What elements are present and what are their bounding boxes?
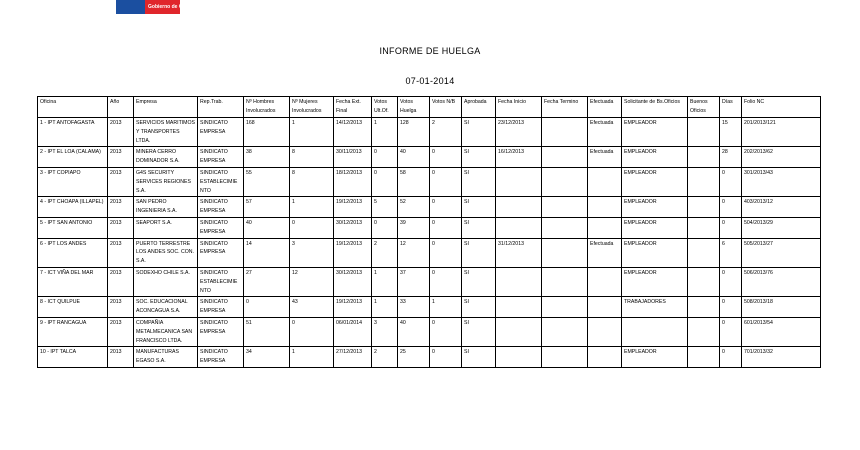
table-row	[38, 147, 821, 168]
table-cell: 201/2013/121	[742, 118, 821, 147]
column-header: Rep.Trab.	[198, 97, 244, 118]
table-cell: 601/2013/54	[742, 317, 821, 346]
table-cell	[542, 147, 588, 168]
column-header: Empresa	[134, 97, 198, 118]
table-cell	[542, 167, 588, 196]
column-header: Nº Hombres Involucrados	[244, 97, 290, 118]
table-cell	[588, 267, 622, 296]
table-cell: 8	[290, 167, 334, 196]
column-header: Año	[108, 97, 134, 118]
table-header	[38, 97, 821, 118]
table-cell	[542, 217, 588, 238]
table-cell: 0	[430, 347, 462, 368]
table-cell: SI	[462, 297, 496, 318]
table-cell: 1	[372, 297, 398, 318]
table-cell: SINDICATO EMPRESA	[198, 217, 244, 238]
table-cell: 504/2013/29	[742, 217, 821, 238]
table-cell: 1	[372, 267, 398, 296]
table-row	[38, 347, 821, 368]
table-cell	[588, 297, 622, 318]
table-cell	[542, 347, 588, 368]
table-cell: 403/2013/12	[742, 197, 821, 218]
column-header: Días	[720, 97, 742, 118]
table-cell: 10 - IPT TALCA	[38, 347, 108, 368]
table-cell: 15	[720, 118, 742, 147]
column-header: Votos Ult.Of.	[372, 97, 398, 118]
table-cell: 1	[290, 197, 334, 218]
table-cell: 23/12/2013	[496, 118, 542, 147]
table-cell	[688, 147, 720, 168]
table-cell: 28	[720, 147, 742, 168]
table-cell	[542, 317, 588, 346]
table-cell: 25	[398, 347, 430, 368]
table-cell: 2013	[108, 197, 134, 218]
table-cell: 0	[290, 217, 334, 238]
table-cell: 40	[398, 147, 430, 168]
table-cell: 0	[430, 167, 462, 196]
government-logo-text: Gobierno de Chile	[148, 4, 192, 10]
table-cell: MANUFACTURAS EGASO S.A.	[134, 347, 198, 368]
column-header: Fecha Inicio	[496, 97, 542, 118]
table-cell: 30/11/2013	[334, 147, 372, 168]
table-cell: SINDICATO ESTABLECIMIENTO	[198, 267, 244, 296]
report-date: 07-01-2014	[405, 76, 455, 86]
table-cell	[588, 197, 622, 218]
table-cell: 2013	[108, 217, 134, 238]
table-cell: 2	[372, 238, 398, 267]
table-cell	[588, 317, 622, 346]
table-cell	[496, 317, 542, 346]
table-cell: 5 - IPT SAN ANTONIO	[38, 217, 108, 238]
column-header: Aprobada	[462, 97, 496, 118]
table-cell: 8	[290, 147, 334, 168]
table-cell: 06/01/2014	[334, 317, 372, 346]
table-cell: 2	[430, 118, 462, 147]
table-cell	[542, 118, 588, 147]
table-cell: SINDICATO EMPRESA	[198, 238, 244, 267]
table-cell: EMPLEADOR	[622, 217, 688, 238]
table-cell: 0	[720, 297, 742, 318]
table-cell	[688, 118, 720, 147]
table-cell: SINDICATO EMPRESA	[198, 347, 244, 368]
table-cell: EMPLEADOR	[622, 267, 688, 296]
table-cell: 4 - IPT CHOAPA (ILLAPEL)	[38, 197, 108, 218]
table-cell	[688, 347, 720, 368]
column-header: Buenos Oficios	[688, 97, 720, 118]
table-cell: 2013	[108, 118, 134, 147]
table-cell: 40	[398, 317, 430, 346]
table-cell: 202/2013/62	[742, 147, 821, 168]
table-cell: SINDICATO EMPRESA	[198, 118, 244, 147]
table-cell: 2013	[108, 347, 134, 368]
table-cell	[588, 217, 622, 238]
table-cell: 0	[290, 317, 334, 346]
table-cell: Efectuada	[588, 118, 622, 147]
table-cell: 0	[720, 267, 742, 296]
table-cell: 14/12/2013	[334, 118, 372, 147]
strike-report-table	[37, 96, 821, 368]
table-cell: SI	[462, 238, 496, 267]
table-cell: 0	[720, 217, 742, 238]
table-cell	[496, 347, 542, 368]
table-cell: 0	[372, 167, 398, 196]
table-cell: 14	[244, 238, 290, 267]
table-cell: 19/12/2013	[334, 238, 372, 267]
table-cell: EMPLEADOR	[622, 347, 688, 368]
table-cell: 2013	[108, 267, 134, 296]
table-row	[38, 267, 821, 296]
table-cell: 18/12/2013	[334, 167, 372, 196]
table-row	[38, 238, 821, 267]
column-header: Votos N/B	[430, 97, 462, 118]
table-cell: 0	[720, 167, 742, 196]
table-cell	[496, 197, 542, 218]
table-cell: 40	[244, 217, 290, 238]
table-cell: 1	[290, 347, 334, 368]
column-header: Folio NC	[742, 97, 821, 118]
table-cell: SINDICATO EMPRESA	[198, 147, 244, 168]
table-cell: 301/2013/43	[742, 167, 821, 196]
table-cell: EMPLEADOR	[622, 167, 688, 196]
table-cell: 43	[290, 297, 334, 318]
table-cell: 27	[244, 267, 290, 296]
table-cell: SINDICATO EMPRESA	[198, 317, 244, 346]
table-cell: 37	[398, 267, 430, 296]
table-cell: 3	[290, 238, 334, 267]
table-cell: SI	[462, 197, 496, 218]
header-row	[38, 97, 821, 118]
table-cell: SERVICIOS MARITIMOS Y TRANSPORTES LTDA.	[134, 118, 198, 147]
column-header: Fecha Ext. Final	[334, 97, 372, 118]
table-cell: SI	[462, 347, 496, 368]
table-body	[38, 118, 821, 368]
table-cell: EMPLEADOR	[622, 197, 688, 218]
table-cell: 0	[720, 197, 742, 218]
table-cell: 19/12/2013	[334, 297, 372, 318]
table-cell: 1	[430, 297, 462, 318]
table-row	[38, 167, 821, 196]
table-cell: 0	[244, 297, 290, 318]
table-cell: 5	[372, 197, 398, 218]
table-cell: 701/2013/32	[742, 347, 821, 368]
table-cell	[588, 167, 622, 196]
table-cell: 6 - IPT LOS ANDES	[38, 238, 108, 267]
table-cell: SINDICATO EMPRESA	[198, 197, 244, 218]
table-cell: 12	[398, 238, 430, 267]
table-cell: 51	[244, 317, 290, 346]
table-cell: EMPLEADOR	[622, 118, 688, 147]
table-cell: TRABAJADORES	[622, 297, 688, 318]
table-cell	[622, 317, 688, 346]
table-cell	[496, 297, 542, 318]
table-cell	[542, 267, 588, 296]
table-cell: PUERTO TERRESTRE LOS ANDES SOC. CON. S.A.	[134, 238, 198, 267]
table-cell: 30/12/2013	[334, 217, 372, 238]
table-cell: 0	[372, 147, 398, 168]
table-cell: 2013	[108, 167, 134, 196]
table-cell: 2 - IPT EL LOA (CALAMA)	[38, 147, 108, 168]
table-cell: 38	[244, 147, 290, 168]
table-cell: SEAPORT S.A.	[134, 217, 198, 238]
table-cell: 6	[720, 238, 742, 267]
table-row	[38, 217, 821, 238]
table-cell: 0	[430, 317, 462, 346]
table-cell: 2013	[108, 317, 134, 346]
table-cell: 1	[290, 118, 334, 147]
table-cell: G4S SECURITY SERVICES REGIONES S.A.	[134, 167, 198, 196]
table-cell: 0	[430, 267, 462, 296]
table-cell: COMPAÑIA METALMECANICA SAN FRANCISCO LTDA.	[134, 317, 198, 346]
report-title: INFORME DE HUELGA	[379, 46, 481, 56]
table-cell: EMPLEADOR	[622, 147, 688, 168]
table-cell: SI	[462, 147, 496, 168]
table-cell: 2	[372, 347, 398, 368]
table-cell: 33	[398, 297, 430, 318]
table-cell	[496, 167, 542, 196]
table-cell	[496, 267, 542, 296]
table-cell	[496, 217, 542, 238]
table-cell: 12	[290, 267, 334, 296]
table-cell	[688, 217, 720, 238]
table-cell	[542, 238, 588, 267]
table-cell: 0	[720, 317, 742, 346]
table-cell	[688, 167, 720, 196]
table-cell: 3	[372, 317, 398, 346]
table-cell	[542, 197, 588, 218]
table-cell: 1 - IPT ANTOFAGASTA	[38, 118, 108, 147]
table-cell: 55	[244, 167, 290, 196]
table-cell	[688, 197, 720, 218]
table-cell: 2013	[108, 147, 134, 168]
table-cell: SI	[462, 317, 496, 346]
table-cell: SINDICATO EMPRESA	[198, 297, 244, 318]
table-cell: 1	[372, 118, 398, 147]
table-cell: 16/12/2013	[496, 147, 542, 168]
column-header: Votos Huelga	[398, 97, 430, 118]
table-cell: 0	[430, 217, 462, 238]
table-cell: EMPLEADOR	[622, 238, 688, 267]
table-cell: MINERA CERRO DOMINADOR S.A.	[134, 147, 198, 168]
table-cell: 128	[398, 118, 430, 147]
column-header: Nº Mujeres Involucrados	[290, 97, 334, 118]
table-cell: 0	[372, 217, 398, 238]
table-cell: Efectuada	[588, 147, 622, 168]
table-cell: 7 - ICT VIÑA DEL MAR	[38, 267, 108, 296]
table-cell: 39	[398, 217, 430, 238]
table-row	[38, 197, 821, 218]
column-header: Fecha Termino	[542, 97, 588, 118]
table-cell	[688, 317, 720, 346]
table-cell: SI	[462, 217, 496, 238]
table-cell: 34	[244, 347, 290, 368]
table-cell: 0	[430, 147, 462, 168]
table-cell: SOC. EDUCACIONAL ACONCAGUA S.A.	[134, 297, 198, 318]
table-cell	[688, 238, 720, 267]
table-row	[38, 317, 821, 346]
table-cell: 508/2013/18	[742, 297, 821, 318]
table-cell	[542, 297, 588, 318]
table-cell: 0	[720, 347, 742, 368]
table-cell: 19/12/2013	[334, 197, 372, 218]
table-cell: 52	[398, 197, 430, 218]
table-cell: 3 - IPT COPIAPO	[38, 167, 108, 196]
column-header: Efectuada	[588, 97, 622, 118]
table-cell: SI	[462, 118, 496, 147]
column-header: Solicitante de Bs.Oficios	[622, 97, 688, 118]
table-cell: 31/12/2013	[496, 238, 542, 267]
table-cell: SI	[462, 267, 496, 296]
table-cell: SINDICATO ESTABLECIMIENTO	[198, 167, 244, 196]
table-cell: SAN PEDRO INGENIERIA S.A.	[134, 197, 198, 218]
table-cell: Efectuada	[588, 238, 622, 267]
table-cell: 0	[430, 197, 462, 218]
table-cell: 30/12/2013	[334, 267, 372, 296]
table-cell: SODEXHO CHILE S.A.	[134, 267, 198, 296]
table-cell	[588, 347, 622, 368]
table-row	[38, 297, 821, 318]
table-cell: 58	[398, 167, 430, 196]
table-cell: 168	[244, 118, 290, 147]
table-cell	[688, 297, 720, 318]
table-cell: SI	[462, 167, 496, 196]
table-cell: 2013	[108, 238, 134, 267]
table-cell: 57	[244, 197, 290, 218]
table-cell	[688, 267, 720, 296]
table-cell: 8 - ICT QUILPUE	[38, 297, 108, 318]
table-cell: 27/12/2013	[334, 347, 372, 368]
table-row	[38, 118, 821, 147]
table-cell: 505/2013/27	[742, 238, 821, 267]
table-cell: 2013	[108, 297, 134, 318]
column-header: Oficina	[38, 97, 108, 118]
table-cell: 0	[430, 238, 462, 267]
table-cell: 9 - IPT RANCAGUA	[38, 317, 108, 346]
table-cell: 506/2013/76	[742, 267, 821, 296]
